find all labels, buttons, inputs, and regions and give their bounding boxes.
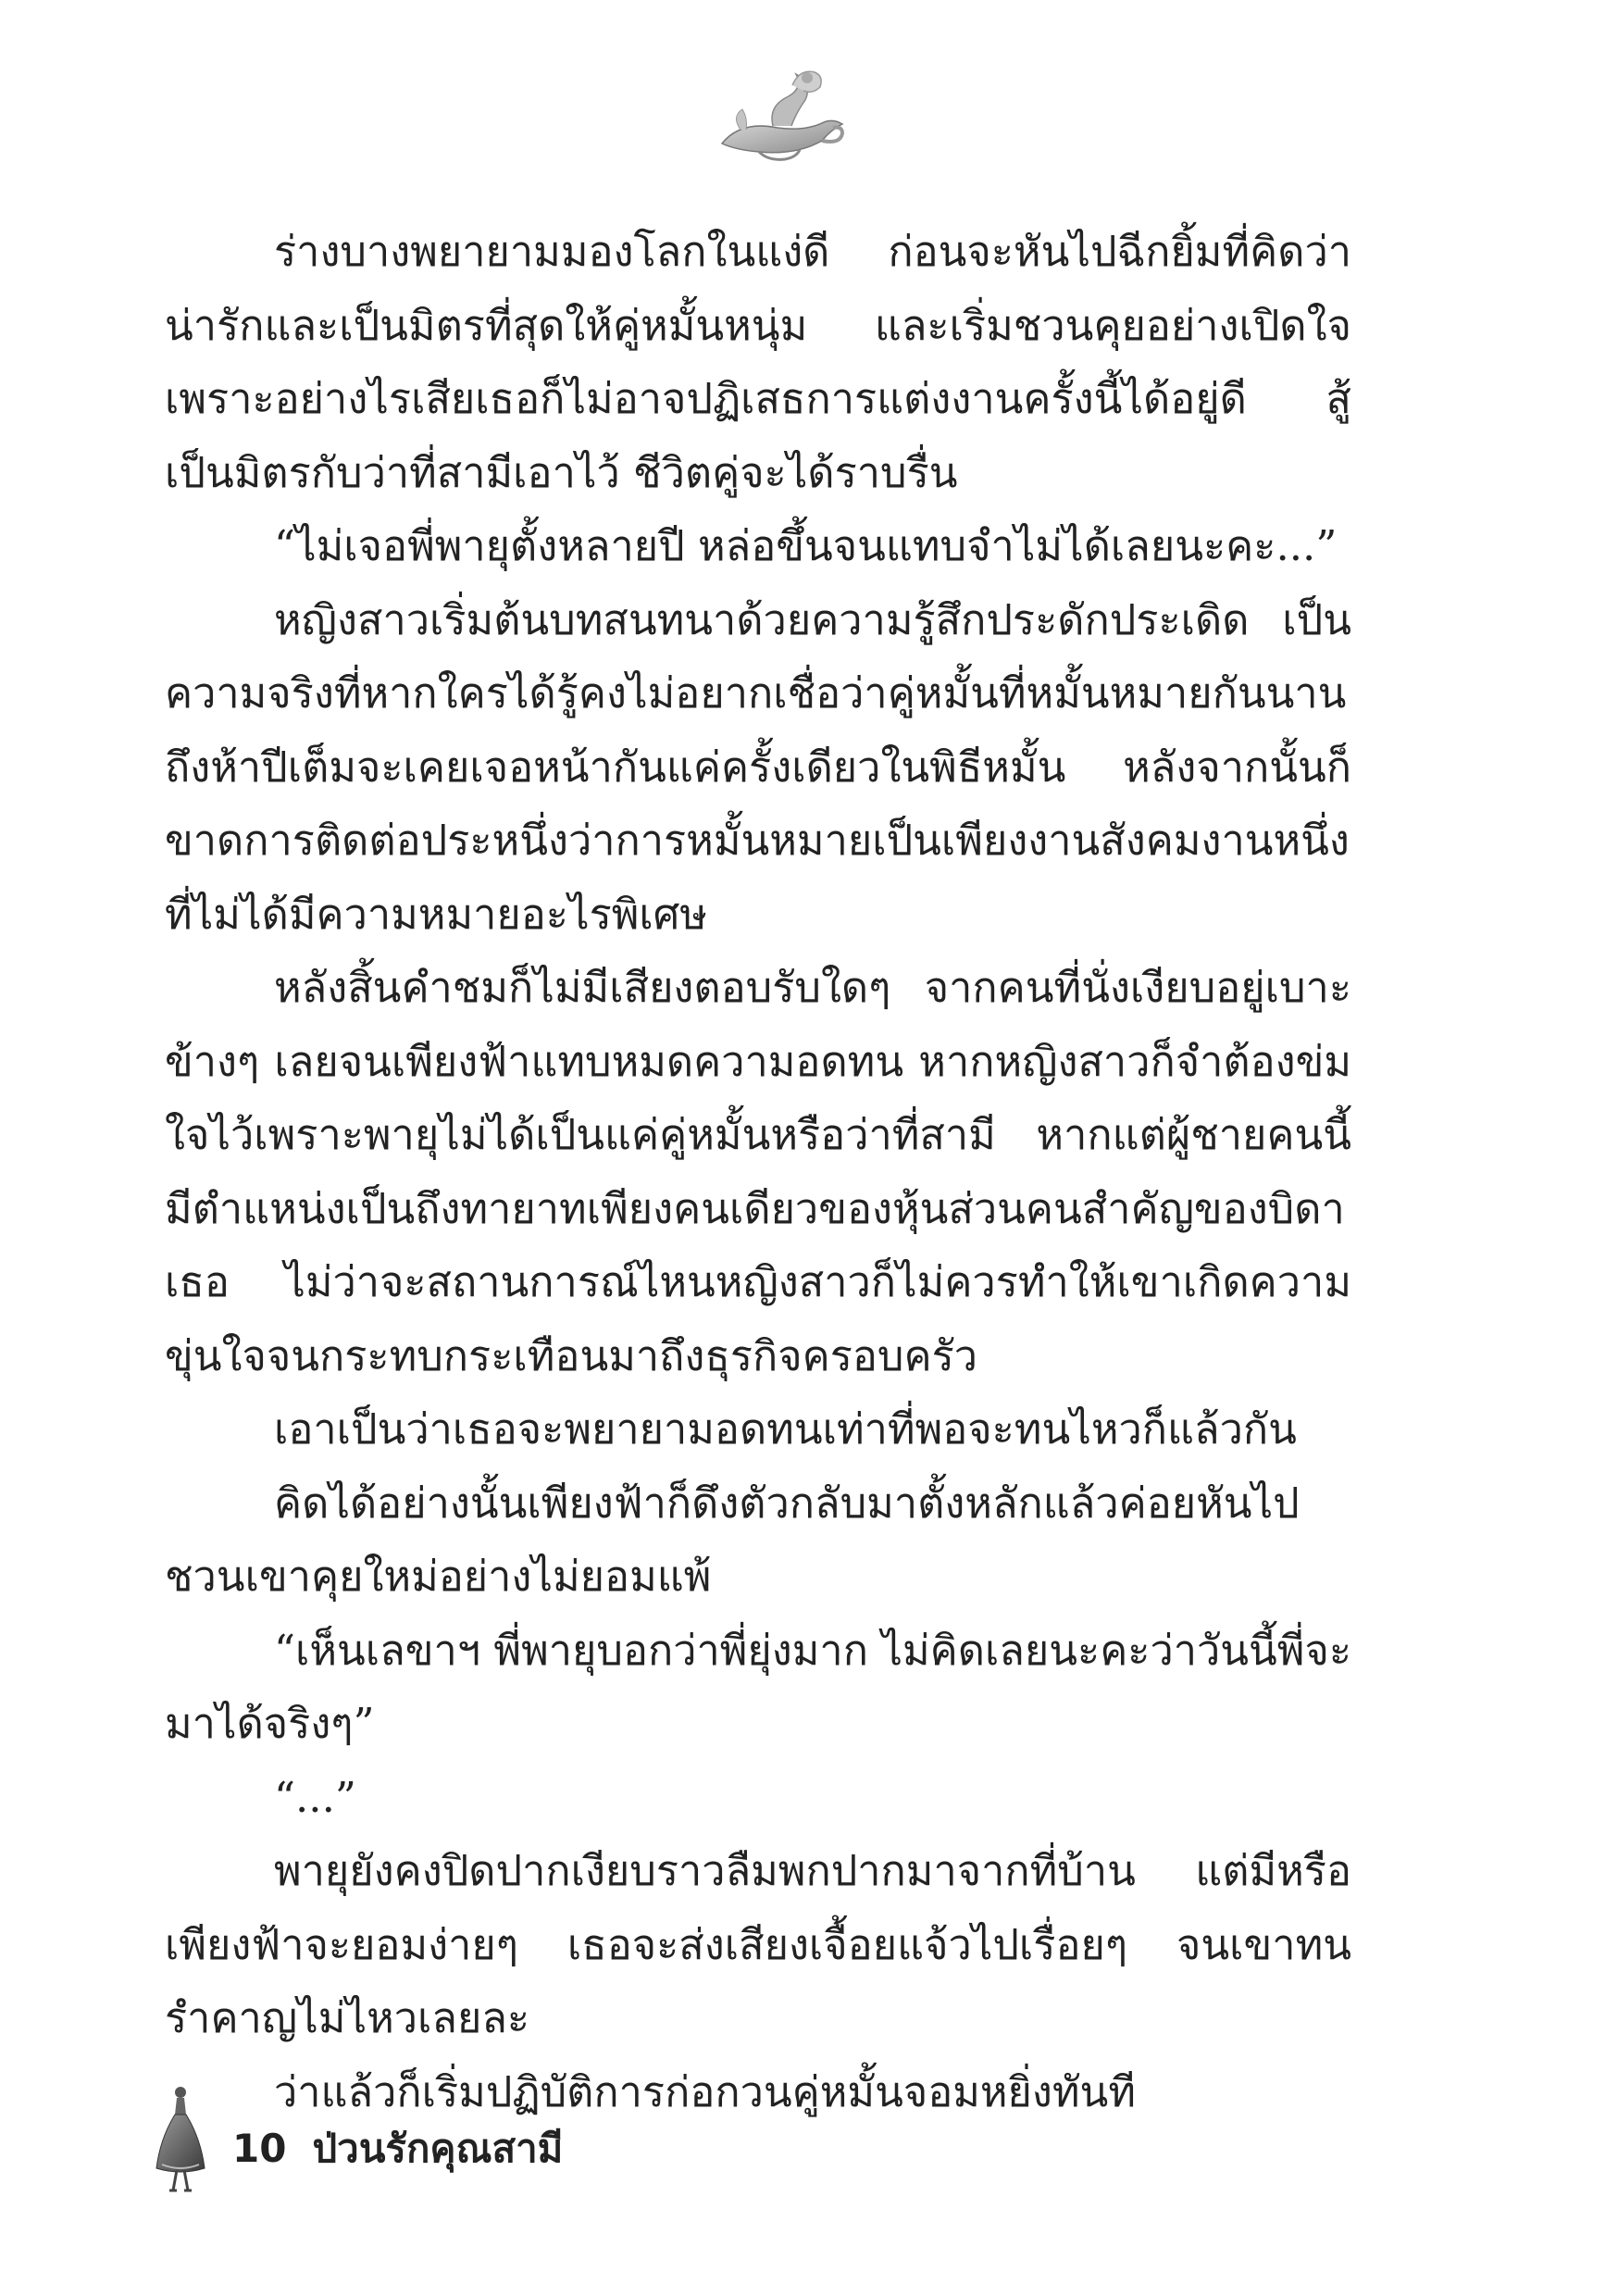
body-text [165,215,1351,2128]
paragraph: ร่างบางพยายามมองโลกในแง่ดี ก่อนจะหันไปฉีกยิ้มที่คิดว่าน่ารักและเป็นมิตรที่สุดให้คู่หมั้นหนุ่ม และเริ่มชวนคุยอย่างเปิดใจ เพราะอย่างไรเสียเธอก็ไม่อาจปฏิเสธการแต่งงานครั้งนี้ได้อยู่ดี สู้เป็นมิตรกับว่าที่สามีเอาไว้ ชีวิตคู่จะได้ราบรื่น [165,227,1351,497]
page-number: 10 [232,2126,287,2171]
paragraph: พายุยังคงปิดปากเงียบราวลืมพกปากมาจากที่บ้าน แต่มีหรือเพียงฟ้าจะยอมง่ายๆ เธอจะส่งเสียงเจื้อยแจ้วไปเรื่อยๆ จนเขาทนรำคาญไม่ไหวเลยละ [165,1846,1351,2042]
paragraph: หลังสิ้นคำชมก็ไม่มีเสียงตอบรับใดๆ จากคนที่นั่งเงียบอยู่เบาะข้างๆ เลยจนเพียงฟ้าแทบหมดความอดทน หากหญิงสาวก็จำต้องข่มใจไว้เพราะพายุไม่ได้เป็นแค่คู่หมั้นหรือว่าที่สามี หากแต่ผู้ชายคนนี้มีตำแหน่งเป็นถึงทายาทเพียงคนเดียวของหุ้นส่วนคนสำคัญของบิดาเธอ ไม่ว่าจะสถานการณ์ไหนหญิงสาวก็ไม่ควรทำให้เขาเกิดความขุ่นใจจนกระทบกระเทือนมาถึงธุรกิจครอบครัว [165,963,1351,1380]
footer-text [232,2118,563,2179]
dancer-doll-icon [153,2083,208,2194]
paragraph: “...” [274,1772,356,1822]
paragraph: เอาเป็นว่าเธอจะพยายามอดทนเท่าที่พอจะทนไหวก็แล้วกัน [274,1404,1297,1454]
book-title: ป่วนรักคุณสามี [312,2126,564,2171]
page-footer [153,2083,893,2194]
paragraph: หญิงสาวเริ่มต้นบทสนทนาด้วยความรู้สึกประดักประเดิด เป็นความจริงที่หากใครได้รู้คงไม่อยากเชื่อว่าคู่หมั้นที่หมั้นหมายกันนานถึงห้าปีเต็มจะเคยเจอหน้ากันแค่ครั้งเดียวในพิธีหมั้น หลังจากนั้นก็ขาดการติดต่อประหนึ่งว่าการหมั้นหมายเป็นเพียงงานสังคมงานหนึ่งที่ไม่ได้มีความหมายอะไรพิเศษ [165,594,1351,939]
paragraph: “ไม่เจอพี่พายุตั้งหลายปี หล่อขึ้นจนแทบจำไม่ได้เลยนะคะ...” [274,521,1338,570]
paragraph: “เห็นเลขาฯ พี่พายุบอกว่าพี่ยุ่งมาก ไม่คิดเลยนะคะว่าวันนี้พี่จะมาได้จริงๆ” [165,1625,1351,1748]
genie-lamp-icon [703,56,852,167]
paragraph: ว่าแล้วก็เริ่มปฏิบัติการก่อกวนคู่หมั้นจอมหยิ่งทันที [274,2066,1136,2116]
paragraph: คิดได้อย่างนั้นเพียงฟ้าก็ดึงตัวกลับมาตั้งหลักแล้วค่อยหันไปชวนเขาคุยใหม่อย่างไม่ยอมแพ้ [165,1478,1300,1601]
